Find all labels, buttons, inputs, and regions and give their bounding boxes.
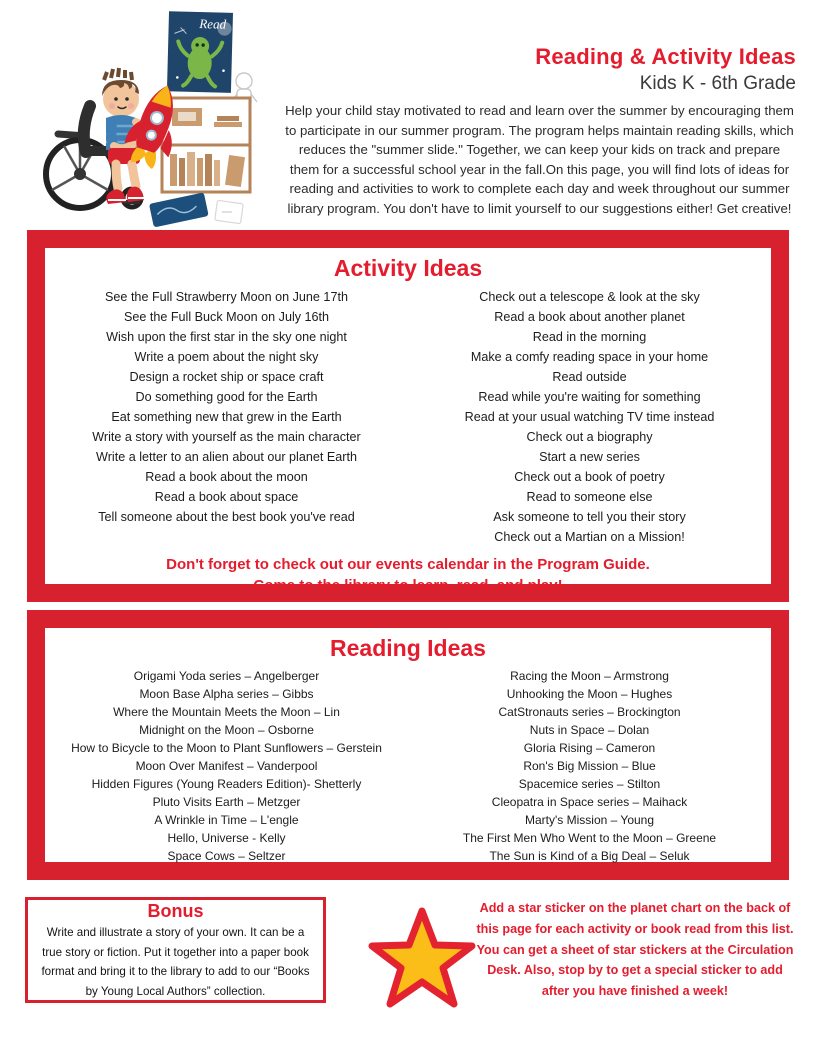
floor-paper-icon	[215, 200, 244, 223]
read-poster	[167, 11, 233, 93]
activity-item: Read at your usual watching TV time instead	[464, 410, 715, 424]
star-icon	[366, 903, 478, 1015]
activity-item: Wish upon the first star in the sky one night	[106, 330, 347, 344]
activity-right-column	[408, 287, 771, 547]
activity-item: Ask someone to tell you their story	[493, 510, 686, 524]
activity-item: Check out a biography	[526, 430, 653, 444]
reading-right-column	[408, 667, 771, 865]
activity-item: Read a book about the moon	[145, 470, 308, 484]
reading-item: A Wrinkle in Time – L'engle	[154, 813, 299, 827]
floor-book-icon	[149, 192, 209, 227]
activity-item: Eat something new that grew in the Earth	[111, 410, 342, 424]
reading-item: Nuts in Space – Dolan	[529, 723, 650, 737]
activity-ideas-title: Activity Ideas	[333, 255, 483, 281]
activity-item: Read a book about another planet	[494, 310, 685, 324]
page-subtitle: Kids K - 6th Grade	[639, 73, 796, 94]
reading-item: CatStronauts series – Brockington	[498, 705, 681, 719]
activity-item: Read a book about space	[154, 490, 299, 504]
activity-footer	[45, 554, 771, 596]
activity-item: See the Full Buck Moon on July 16th	[123, 310, 330, 324]
reading-item: Hidden Figures (Young Readers Edition)- Shetterly	[91, 777, 362, 791]
activity-item: Check out a book of poetry	[514, 470, 665, 484]
sticker-note: Add a star sticker on the planet chart on the back of this page for each activity or book read from this list. You can get a sheet of star stickers at the Circulation Desk. Also, stop by to get a special sticker to add after you have finished a week!	[476, 901, 794, 999]
reading-ideas-title: Reading Ideas	[330, 635, 486, 661]
activity-item: Check out a Martian on a Mission!	[494, 530, 685, 544]
illustration-svg	[28, 6, 274, 228]
reading-columns	[45, 667, 771, 865]
intro-paragraph: Help your child stay motivated to read and learn over the summer by encouraging them to participate in our summer program. The program helps maintain reading skills, which reduces the "summer slide." Together, we can keep your kids on track and prepare them for a successful school year in the fall.On this page, you will find lots of ideas for reading and activities to work to complete each day and week throughout our summer library program. You don't have to limit yourself to our suggestions either! Get creative!	[285, 103, 794, 216]
reading-item: Marty's Mission – Young	[524, 813, 655, 827]
reading-item: Gloria Rising – Cameron	[523, 741, 656, 755]
activity-item: Do something good for the Earth	[135, 390, 318, 404]
activity-item: Make a comfy reading space in your home	[470, 350, 709, 364]
activity-item: Read outside	[552, 370, 627, 384]
activity-footer-line2: Come to the library to learn, read, and play!	[253, 577, 563, 594]
reading-item: The First Men Who Went to the Moon – Greene	[462, 831, 717, 845]
activity-item: See the Full Strawberry Moon on June 17th	[105, 290, 348, 304]
reading-item: Space Cows – Seltzer	[167, 849, 286, 863]
activity-item: Start a new series	[539, 450, 640, 464]
page-header	[283, 44, 796, 218]
reading-item: Unhooking the Moon – Hughes	[506, 687, 673, 701]
bookshelf-icon	[162, 98, 250, 192]
activity-left-column	[45, 287, 408, 547]
activity-columns	[45, 287, 771, 547]
reading-item: How to Bicycle to the Moon to Plant Sunflowers – Gerstein	[71, 741, 382, 755]
activity-item: Check out a telescope & look at the sky	[479, 290, 700, 304]
svg-text:Read: Read	[199, 16, 227, 32]
bonus-title: Bonus	[147, 901, 204, 921]
bonus-text: Write and illustrate a story of your own. It can be a true story or fiction. Put it together into a paper book format and bring it to the library to add to our “Books by Young Local Authors” collection.	[41, 926, 310, 998]
reading-ideas-box	[27, 610, 789, 880]
reading-item: Spacemice series – Stilton	[518, 777, 661, 791]
reading-item: Hello, Universe - Kelly	[167, 831, 286, 845]
activity-item: Read to someone else	[526, 490, 653, 504]
reading-item: The Sun is Kind of a Big Deal – Seluk	[489, 849, 690, 863]
reading-item: Racing the Moon – Armstrong	[510, 669, 669, 683]
activity-item: Write a letter to an alien about our planet Earth	[96, 450, 357, 464]
activity-item: Read while you're waiting for something	[478, 390, 701, 404]
reading-item: Moon Base Alpha series – Gibbs	[139, 687, 314, 701]
activity-item: Tell someone about the best book you've read	[98, 510, 355, 524]
reading-item: Moon Over Manifest – Vanderpool	[135, 759, 318, 773]
reading-item: Origami Yoda series – Angelberger	[133, 669, 320, 683]
activity-footer-line1: Don't forget to check out our events calendar in the Program Guide.	[166, 556, 650, 573]
activity-ideas-box	[27, 230, 789, 602]
kid-reading-illustration	[28, 6, 274, 228]
activity-item: Write a poem about the night sky	[134, 350, 319, 364]
reading-item: Ron's Big Mission – Blue	[523, 759, 656, 773]
activity-item: Read in the morning	[532, 330, 647, 344]
reading-item: Where the Mountain Meets the Moon – Lin	[113, 705, 340, 719]
reading-item: Midnight on the Moon – Osborne	[139, 723, 314, 737]
bonus-box	[25, 897, 326, 1003]
reading-item: Pluto Visits Earth – Metzger	[152, 795, 301, 809]
activity-item: Write a story with yourself as the main character	[92, 430, 361, 444]
reading-item: Cleopatra in Space series – Maihack	[491, 795, 688, 809]
page-title: Reading & Activity Ideas	[535, 44, 796, 69]
activity-item: Design a rocket ship or space craft	[129, 370, 324, 384]
reading-left-column	[45, 667, 408, 865]
